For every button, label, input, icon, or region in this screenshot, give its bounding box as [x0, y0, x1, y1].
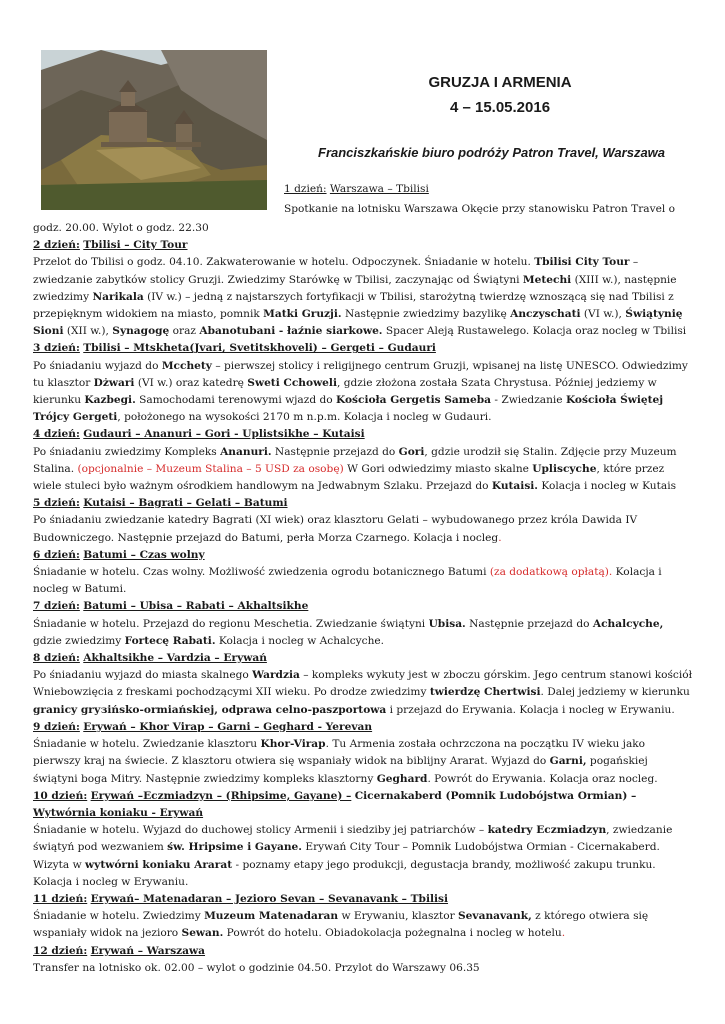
day-label: 8 dzień:	[33, 652, 80, 665]
day-5-heading	[33, 495, 693, 512]
day-7-text: Śniadanie w hotelu. Przejazd do regionu Meschetia. Zwiedzanie świątyni Ubisa. Następnie przejazd do Achalcyche, gdzie zwiedzimy Fortecę Rabati. Kolacja i nocleg w Achalcyche.	[33, 617, 664, 647]
day-route: Warszawa – Tbilisi	[329, 183, 429, 195]
document-title: GRUZJA I ARMENIA	[428, 74, 572, 91]
day-route: Tbilisi – Mtskheta(Jvari, Svetitskhoveli) – Gergeti – Gudauri	[83, 342, 436, 355]
day-label: 10 dzień:	[33, 789, 88, 802]
agency-name: Franciszkańskie biuro podróży Patron Travel, Warszawa	[318, 145, 666, 160]
day-route: Kutaisi – Bagrati – Gelati – Batumi	[83, 497, 288, 510]
mountain-church-image	[41, 50, 267, 210]
day-label: 3 dzień:	[33, 342, 80, 355]
optional-note: (opcjonalnie – Muzeum Stalina – 5 USD za osobę)	[77, 462, 344, 475]
day-route: Erywań– Matenadaran – Jezioro Sevan – Sevanavank – Tbilisi	[90, 892, 449, 905]
day-9-heading	[33, 719, 693, 736]
day-4-heading	[33, 426, 693, 443]
day-route: Gudauri – Ananuri – Gori - Uplistsikhe – Kutaisi	[83, 428, 365, 441]
day-7-heading	[33, 598, 693, 615]
day-route: Erywań – Khor Virap – Garni – Geghard - Yerevan	[83, 720, 373, 733]
day-12-heading	[33, 943, 693, 960]
day-label: 4 dzień:	[33, 428, 80, 441]
day-1-heading	[284, 183, 429, 195]
day-route-end: Wytwórnia koniaku - Erywań	[33, 806, 204, 819]
day-route: Erywań – Warszawa	[90, 944, 206, 957]
day-10-text: Śniadanie w hotelu. Wyjazd do duchowej stolicy Armenii i siedziby jej patriarchów – katedry Eczmiadzyn, zwiedzanie świątyń pod wezwaniem św. Hripsime i Gayane. Erywań City Tour – Pomnik Ludobójstwa Ormian - Cicernakaberd. Wizyta w wytwórni koniaku Ararat - poznamy etapy jego produkcji, degustacja brandy, możliwość zakupu trunku. Kolacja i nocleg w Erywaniu.	[33, 824, 673, 888]
day-1-text: Spotkanie na lotnisku Warszawa Okęcie przy stanowisku Patron Travel o	[284, 203, 675, 215]
day-3-text: Po śniadaniu wyjazd do Mcchety – pierwszej stolicy i religijnego centrum Gruzji, wpisanej na listę UNESCO. Odwiedzimy tu klasztor Dżwari (VI w.) oraz katedrę Sweti Cchoweli, gdzie złożona została Szata Chrystusa. Później jedziemy w kierunku Kazbegi. Samochodami terenowymi wjazd do Kościoła Gergetis Sameba - Zwiedzanie Kościoła Świętej Trójcy Gergeti, położonego na wysokości 2170 m n.p.m. Kolacja i nocleg w Gudauri.	[33, 359, 688, 424]
extra-fee-note: (za dodatkową opłatą).	[489, 566, 613, 579]
day-label: 1 dzień:	[284, 183, 327, 195]
day-9-text: Śniadanie w hotelu. Zwiedzanie klasztoru Khor-Virap. Tu Armenia została ochrzczona na początku IV wieku jako pierwszy kraj na świecie. Z klasztoru otwiera się wspaniały widok na biblijny Ararat. Wyjazd do Garni, pogańskiej świątyni boga Mitry. Następnie zwiedzimy kompleks klasztorny Geghard. Powrót do Erywania. Kolacja oraz nocleg.	[33, 738, 658, 785]
day-6-text: Śniadanie w hotelu. Czas wolny. Możliwość zwiedzenia ogrodu botanicznego Batumi (za dodatkową opłatą). Kolacja i nocleg w Batumi.	[33, 566, 662, 596]
day-2-heading	[33, 237, 693, 254]
day-11-text: Śniadanie w hotelu. Zwiedzimy Muzeum Matenadaran w Erywaniu, klasztor Sevanavank, z którego otwiera się wspaniały widok na jezioro Sewan. Powrót do hotelu. Obiadokolacja pożegnalna i nocleg w hotelu.	[33, 910, 649, 940]
day-4-text: Po śniadaniu zwiedzimy Kompleks Ananuri. Następnie przejazd do Gori, gdzie urodził się Stalin. Zdjęcie przy Muzeum Stalina. (opcjonalnie – Muzeum Stalina – 5 USD za osobę) W Gori odwiedzimy miasto skalne Upliscyche, które przez wiele stuleci było ważnym ośrodkiem handlowym na Jedwabnym Szlaku. Przejazd do Kutaisi. Kolacja i nocleg w Kutais	[33, 445, 677, 493]
day-route-cont: Cicernakaberd (Pomnik Ludobójstwa Ormian)	[354, 789, 628, 802]
day-label: 7 dzień:	[33, 600, 80, 613]
day-label: 12 dzień:	[33, 944, 88, 957]
day-8-text: Po śniadaniu wyjazd do miasta skalnego Wardzia – kompleks wykuty jest w zboczu górskim. Jego centrum stanowi kościół Wniebowzięcia z freskami pochodzącymi XII wieku. Po drodze zwiedzimy twierdzę Chertwisi. Dalej jedziemy w kierunku granicy grузińsko-ormiańskiej, odprawa celno-paszportowa i przejazd do Erywania. Kolacja i nocleg w Erywaniu.	[33, 669, 693, 716]
trip-dates: 4 – 15.05.2016	[449, 99, 551, 116]
day-6-heading	[33, 547, 693, 564]
day-8-heading	[33, 650, 693, 667]
day-route: Tbilisi – City Tour	[83, 239, 188, 252]
day-label: 6 dzień:	[33, 548, 80, 561]
day-route: Erywań –Eczmiadzyn – (Rhipsime, Gayane) –	[90, 789, 352, 802]
day-route: Batumi – Ubisa – Rabati – Akhaltsikhe	[83, 600, 309, 613]
day-5-text: Po śniadaniu zwiedzanie katedry Bagrati (XI wiek) oraz klasztoru Gelati – wybudowanego przez króla Dawida IV Budowniczego. Następnie przejazd do Batumi, perła Morza Czarnego. Kolacja i nocleg.	[33, 514, 638, 544]
day-route: Batumi – Czas wolny	[83, 548, 205, 561]
itinerary	[33, 220, 693, 977]
day-1-text-cont: godz. 20.00. Wylot o godz. 22.30	[33, 222, 209, 234]
day-label: 9 dzień:	[33, 720, 80, 733]
day-2-text: Przelot do Tbilisi o godz. 04.10. Zakwaterowanie w hotelu. Odpoczynek. Śniadanie w hotelu. Tbilisi City Tour – zwiedzanie zabytków stolicy Gruzji. Zwiedzimy Starówkę w Tbilisi, zaczynając od Świątyni Metechi (XIII w.), następnie zwiedzimy Narikala (IV w.) – jedną z najstarszych fortyfikacji w Tbilisi, starożytną twierdzę wznoszącą się nad Tbilisi z przepięknym widokiem na miasto, pomnik Matki Gruzji. Następnie zwiedzimy bazylikę Anczyschati (VI w.), Świątynię Sioni (XII w.), Synagogę oraz Abanotubani - łaźnie siarkowe. Spacer Aleją Rustawelego. Kolacja oraz nocleg w Tbilisi	[33, 256, 687, 338]
day-12-text: Transfer na lotnisko ok. 02.00 – wylot o godzinie 04.50. Przylot do Warszawy 06.35	[33, 961, 480, 974]
header-photo	[41, 50, 267, 210]
day-label: 5 dzień:	[33, 497, 80, 510]
day-label: 2 dzień:	[33, 239, 80, 252]
day-11-heading	[33, 891, 693, 908]
day-label: 11 dzień:	[33, 892, 88, 905]
day-route: Akhaltsikhe – Vardzia – Erywań	[83, 652, 267, 665]
day-10-heading: 10 dzień: Erywań –Eczmiadzyn – (Rhipsime, Gayane) – Cicernakaberd (Pomnik Ludobójstwa Ormian) – Wytwórnia koniaku - Erywań	[33, 789, 637, 819]
day-3-heading	[33, 340, 693, 357]
